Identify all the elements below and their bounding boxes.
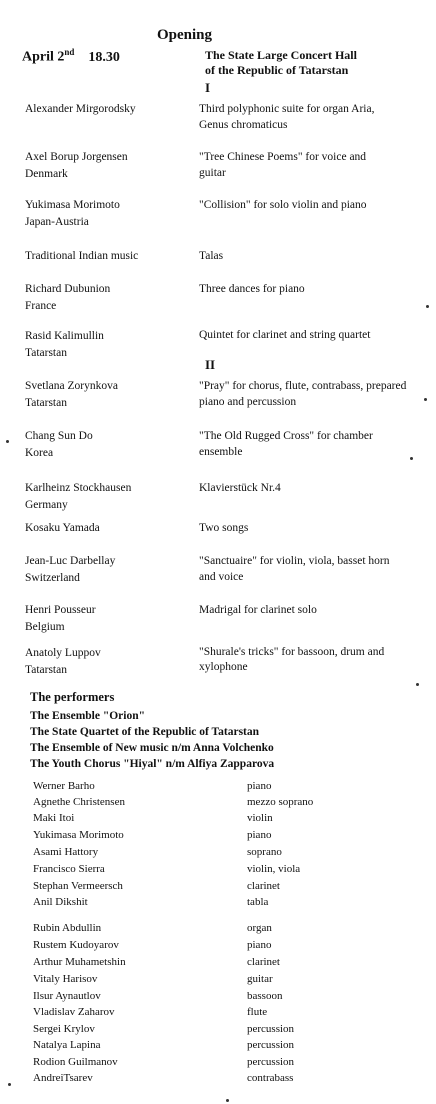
musician-name: Vladislav Zaharov — [33, 1006, 115, 1018]
musician-name: Ilsur Aynautlov — [33, 990, 101, 1002]
composer — [25, 553, 195, 587]
work-title: Klavierstück Nr.4 — [199, 482, 281, 494]
musician-row — [0, 863, 436, 879]
musician-row — [0, 990, 436, 1006]
musician-row — [0, 846, 436, 862]
musician-name: Vitaly Harisov — [33, 973, 98, 985]
composer — [25, 328, 195, 362]
musician-instrument: contrabass — [247, 1072, 294, 1084]
date-suffix: nd — [64, 47, 75, 57]
musician-instrument: organ — [247, 922, 272, 934]
musician-instrument: piano — [247, 939, 272, 951]
composer — [25, 602, 195, 636]
scan-speck — [416, 683, 419, 686]
concert-time: 18.30 — [88, 49, 120, 65]
composer-name: Richard Dubunion — [25, 283, 111, 295]
composer-name: Axel Borup Jorgensen — [25, 151, 128, 163]
musician-name: Maki Itoi — [33, 812, 75, 824]
work-title: "The Old Rugged Cross" for chamber ensemble — [199, 430, 373, 458]
musician-name: Rustem Kudoyarov — [33, 939, 119, 951]
musician-row — [0, 1056, 436, 1072]
composer — [25, 281, 195, 315]
composer-country: Denmark — [25, 168, 68, 180]
composer-country: Belgium — [25, 621, 65, 633]
composer-name: Jean-Luc Darbellay — [25, 555, 116, 567]
composer-name: Rasid Kalimullin — [25, 330, 104, 342]
venue-line-1: The State Large Concert Hall — [205, 48, 357, 62]
scan-speck — [6, 440, 9, 443]
composer-name: Traditional Indian music — [25, 250, 139, 262]
work-title: Two songs — [199, 522, 249, 534]
musician-instrument: piano — [247, 829, 272, 841]
composer — [25, 428, 195, 462]
composer-country: Switzerland — [25, 572, 80, 584]
work-title: Madrigal for clarinet solo — [199, 604, 317, 616]
page-title: Opening — [157, 27, 213, 43]
musician-row — [0, 896, 436, 912]
musician-instrument: violin — [247, 812, 273, 824]
ensemble-name: The Youth Chorus "Hiyal" n/m Alfiya Zapparova — [30, 758, 275, 770]
musician-name: Natalya Lapina — [33, 1039, 101, 1051]
ensemble-list — [30, 708, 274, 772]
musician-instrument: clarinet — [247, 880, 280, 892]
musician-instrument: violin, viola — [247, 863, 301, 875]
musician-row — [0, 1039, 436, 1055]
composer-name: Alexander Mirgorodsky — [25, 103, 136, 115]
musician-row — [0, 880, 436, 896]
musician-instrument: guitar — [247, 973, 273, 985]
musician-row — [0, 1072, 436, 1088]
musician-row — [0, 973, 436, 989]
musician-instrument: bassoon — [247, 990, 283, 1002]
section-marker-1: I — [205, 80, 211, 95]
musician-instrument: percussion — [247, 1023, 295, 1035]
musician-name: Francisco Sierra — [33, 863, 105, 875]
musician-instrument: piano — [247, 780, 272, 792]
composer-name: Yukimasa Morimoto — [25, 199, 120, 211]
musician-row — [0, 1023, 436, 1039]
composer-name: Kosaku Yamada — [25, 522, 100, 534]
work-title: "Collision" for solo violin and piano — [199, 199, 367, 211]
musician-instrument: tabla — [247, 896, 269, 908]
musician-instrument: percussion — [247, 1039, 295, 1051]
musician-name: AndreiTsarev — [33, 1072, 93, 1084]
work-title: "Tree Chinese Poems" for voice and guitar — [199, 151, 367, 179]
musician-instrument: soprano — [247, 846, 282, 858]
musician-name: Arthur Muhametshin — [33, 956, 126, 968]
musician-row — [0, 939, 436, 955]
musician-row — [0, 780, 436, 796]
composer-name: Karlheinz Stockhausen — [25, 482, 132, 494]
musician-name: Yukimasa Morimoto — [33, 829, 124, 841]
musician-name: Werner Barho — [33, 780, 95, 792]
musician-row — [0, 796, 436, 812]
composer — [25, 480, 195, 514]
musician-name: Agnethe Christensen — [33, 796, 125, 808]
work-title: "Shurale's tricks" for bassoon, drum and xylophone — [199, 646, 385, 673]
musician-instrument: flute — [247, 1006, 268, 1018]
musician-name: Asami Hattory — [33, 846, 99, 858]
composer — [25, 248, 195, 265]
work-title: Three dances for piano — [199, 283, 305, 295]
composer-country: Germany — [25, 499, 68, 511]
composer-name: Henri Pousseur — [25, 604, 96, 616]
musician-name: Rodion Guilmanov — [33, 1056, 118, 1068]
ensemble-name: The State Quartet of the Republic of Tatarstan — [30, 726, 260, 738]
musician-row — [0, 829, 436, 845]
composer — [25, 149, 195, 183]
scan-speck — [8, 1083, 11, 1086]
composer-country: France — [25, 300, 57, 312]
composer — [25, 378, 195, 412]
performers-heading: The performers — [30, 690, 115, 704]
musician-row — [0, 1006, 436, 1022]
venue — [205, 48, 357, 78]
composer — [25, 101, 195, 118]
work-title: "Sanctuaire" for violin, viola, basset horn and voice — [199, 555, 390, 583]
musician-instrument: clarinet — [247, 956, 280, 968]
scan-speck — [226, 1099, 229, 1102]
musician-name: Stephan Vermeersch — [33, 880, 123, 892]
musician-row — [0, 956, 436, 972]
composer — [25, 645, 195, 679]
date-text: April 2 — [22, 49, 65, 65]
scan-speck — [426, 305, 429, 308]
work-title: Third polyphonic suite for organ Aria, Genus chromaticus — [199, 103, 375, 131]
work-title: "Pray" for chorus, flute, contrabass, prepared piano and percussion — [199, 380, 407, 408]
musician-name: Sergei Krylov — [33, 1023, 95, 1035]
composer-country: Tatarstan — [25, 347, 67, 359]
scan-speck — [424, 398, 427, 401]
work-title: Quintet for clarinet and string quartet — [199, 329, 371, 341]
composer-name: Chang Sun Do — [25, 430, 93, 442]
scan-speck — [410, 457, 413, 460]
ensemble-name: The Ensemble of New music n/m Anna Volchenko — [30, 742, 274, 754]
ensemble-name: The Ensemble "Orion" — [30, 710, 145, 722]
composer-name: Svetlana Zorynkova — [25, 380, 118, 392]
composer — [25, 520, 195, 537]
composer-country: Tatarstan — [25, 397, 67, 409]
composer-country: Japan-Austria — [25, 216, 89, 228]
concert-date — [22, 47, 120, 66]
musician-name: Rubin Abdullin — [33, 922, 102, 934]
composer — [25, 197, 195, 231]
musician-instrument: mezzo soprano — [247, 796, 314, 808]
musician-row — [0, 922, 436, 938]
musician-row — [0, 812, 436, 828]
venue-line-2: of the Republic of Tatarstan — [205, 63, 349, 77]
musician-instrument: percussion — [247, 1056, 295, 1068]
work-title: Talas — [199, 250, 224, 262]
composer-country: Tatarstan — [25, 664, 67, 676]
musician-name: Anil Dikshit — [33, 896, 88, 908]
composer-name: Anatoly Luppov — [25, 647, 101, 659]
section-marker-2: II — [205, 357, 216, 372]
composer-country: Korea — [25, 447, 54, 459]
